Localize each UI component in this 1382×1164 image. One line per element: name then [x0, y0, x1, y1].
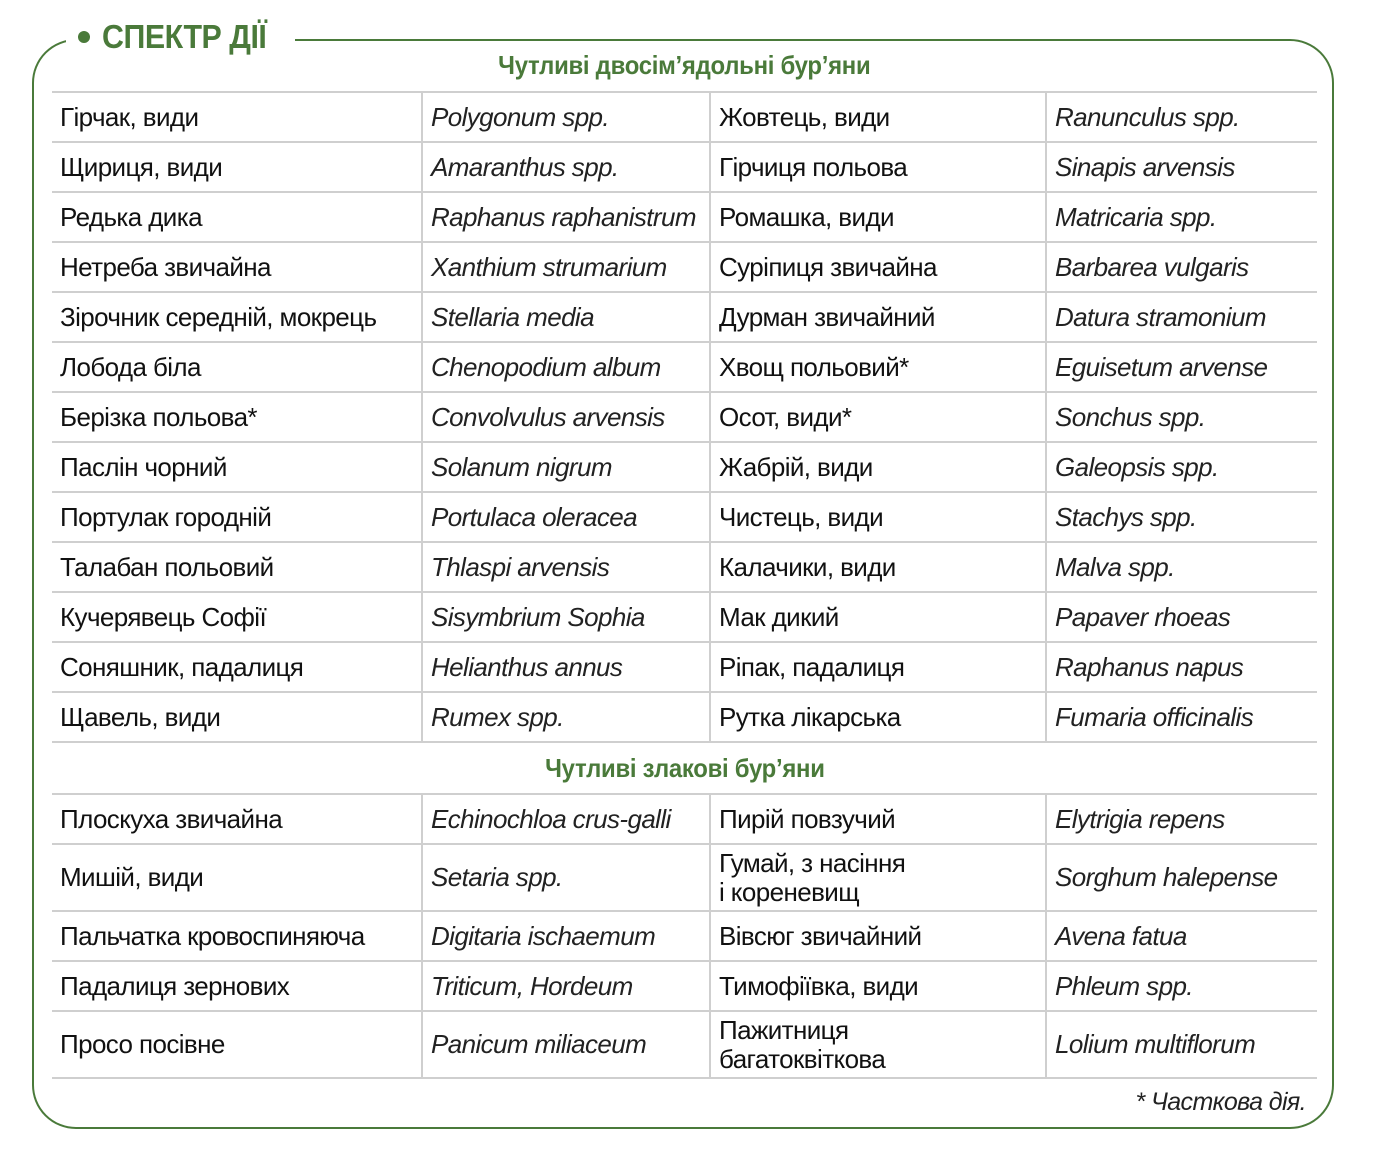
common-name-cell: Жовтець, види [710, 92, 1046, 142]
latin-name-cell: Barbarea vulgaris [1046, 242, 1317, 292]
latin-name-cell: Eguisetum arvense [1046, 342, 1317, 392]
latin-name-cell: Fumaria officinalis [1046, 692, 1317, 742]
latin-name-cell: Chenopodium album [422, 342, 710, 392]
common-name-cell: Зірочник середній, мокрець [52, 292, 422, 342]
latin-name-cell: Ranunculus spp. [1046, 92, 1317, 142]
common-name-cell: Пальчатка кровоспиняюча [52, 911, 422, 961]
table-row [52, 92, 1317, 142]
table-row [52, 642, 1317, 692]
latin-name-cell: Rumex spp. [422, 692, 710, 742]
table-row [52, 142, 1317, 192]
table-row [52, 542, 1317, 592]
latin-name-cell: Digitaria ischaemum [422, 911, 710, 961]
dicot-heading [52, 50, 1317, 81]
footnote: * Часткова дія. [1135, 1088, 1306, 1116]
latin-name-cell: Echinochloa crus-galli [422, 794, 710, 844]
common-name-cell: Тимофіївка, види [710, 961, 1046, 1011]
latin-name-cell: Thlaspi arvensis [422, 542, 710, 592]
common-name-cell: Кучерявець Софії [52, 592, 422, 642]
latin-name-cell: Helianthus annus [422, 642, 710, 692]
table-row [52, 442, 1317, 492]
bullet-icon [78, 31, 90, 43]
common-name-cell: Осот, види* [710, 392, 1046, 442]
table-row [52, 292, 1317, 342]
common-name-cell: Хвощ польовий* [710, 342, 1046, 392]
latin-name-cell: Papaver rhoeas [1046, 592, 1317, 642]
table-row [52, 794, 1317, 844]
common-name-cell: Мишій, види [52, 844, 422, 911]
latin-name-cell: Triticum, Hordeum [422, 961, 710, 1011]
latin-name-cell: Amaranthus spp. [422, 142, 710, 192]
common-name-cell: Редька дика [52, 192, 422, 242]
common-name-cell: Гірчак, види [52, 92, 422, 142]
common-name-cell: Калачики, види [710, 542, 1046, 592]
latin-name-cell: Elytrigia repens [1046, 794, 1317, 844]
common-name-cell: Соняшник, падалиця [52, 642, 422, 692]
common-name-cell: Щириця, види [52, 142, 422, 192]
latin-name-cell: Stellaria media [422, 292, 710, 342]
grass-heading [52, 753, 1317, 784]
common-name-cell: Гумай, з насіння і кореневищ [710, 844, 1046, 911]
latin-name-cell: Sonchus spp. [1046, 392, 1317, 442]
latin-name-cell: Setaria spp. [422, 844, 710, 911]
latin-name-cell: Xanthium strumarium [422, 242, 710, 292]
common-name-cell: Талабан польовий [52, 542, 422, 592]
latin-name-cell: Raphanus raphanistrum [422, 192, 710, 242]
latin-name-cell: Datura stramonium [1046, 292, 1317, 342]
page-title: СПЕКТР ДІЇ [102, 18, 267, 55]
common-name-cell: Ромашка, види [710, 192, 1046, 242]
latin-name-cell: Sorghum halepense [1046, 844, 1317, 911]
table-row [52, 692, 1317, 742]
latin-name-cell: Matricaria spp. [1046, 192, 1317, 242]
latin-name-cell: Galeopsis spp. [1046, 442, 1317, 492]
latin-name-cell: Solanum nigrum [422, 442, 710, 492]
latin-name-cell: Convolvulus arvensis [422, 392, 710, 442]
common-name-cell: Вівсюг звичайний [710, 911, 1046, 961]
latin-name-cell: Portulaca oleracea [422, 492, 710, 542]
common-name-cell: Паслін чорний [52, 442, 422, 492]
table-row [52, 1011, 1317, 1078]
table-row [52, 961, 1317, 1011]
table-row [52, 342, 1317, 392]
grass-weeds-table [52, 793, 1317, 1079]
table-row [52, 492, 1317, 542]
latin-name-cell: Malva spp. [1046, 542, 1317, 592]
latin-name-cell: Panicum miliaceum [422, 1011, 710, 1078]
latin-name-cell: Phleum spp. [1046, 961, 1317, 1011]
common-name-cell: Пажитниця багатоквіткова [710, 1011, 1046, 1078]
latin-name-cell: Sisymbrium Sophia [422, 592, 710, 642]
common-name-cell: Мак дикий [710, 592, 1046, 642]
dicot-weeds-table [52, 91, 1317, 743]
table-row [52, 911, 1317, 961]
table-row [52, 592, 1317, 642]
table-row [52, 192, 1317, 242]
latin-name-cell: Polygonum spp. [422, 92, 710, 142]
table-row [52, 392, 1317, 442]
latin-name-cell: Avena fatua [1046, 911, 1317, 961]
common-name-cell: Гірчиця польова [710, 142, 1046, 192]
common-name-cell: Рутка лікарська [710, 692, 1046, 742]
common-name-cell: Дурман звичайний [710, 292, 1046, 342]
grass-heading-text: Чутливі злакові бур’яни [544, 753, 825, 783]
common-name-cell: Лобода біла [52, 342, 422, 392]
latin-name-cell: Raphanus napus [1046, 642, 1317, 692]
common-name-cell: Чистець, види [710, 492, 1046, 542]
latin-name-cell: Lolium multiflorum [1046, 1011, 1317, 1078]
common-name-cell: Щавель, види [52, 692, 422, 742]
dicot-heading-text: Чутливі двосім’ядольні бур’яни [498, 50, 871, 80]
latin-name-cell: Stachys spp. [1046, 492, 1317, 542]
common-name-cell: Просо посівне [52, 1011, 422, 1078]
latin-name-cell: Sinapis arvensis [1046, 142, 1317, 192]
common-name-cell: Берізка польова* [52, 392, 422, 442]
common-name-cell: Нетреба звичайна [52, 242, 422, 292]
common-name-cell: Плоскуха звичайна [52, 794, 422, 844]
common-name-cell: Сурiпиця звичайна [710, 242, 1046, 292]
common-name-cell: Портулак городній [52, 492, 422, 542]
common-name-cell: Пирій повзучий [710, 794, 1046, 844]
common-name-cell: Падалиця зернових [52, 961, 422, 1011]
common-name-cell: Ріпак, падалиця [710, 642, 1046, 692]
common-name-cell: Жабрій, види [710, 442, 1046, 492]
table-row [52, 242, 1317, 292]
table-row [52, 844, 1317, 911]
